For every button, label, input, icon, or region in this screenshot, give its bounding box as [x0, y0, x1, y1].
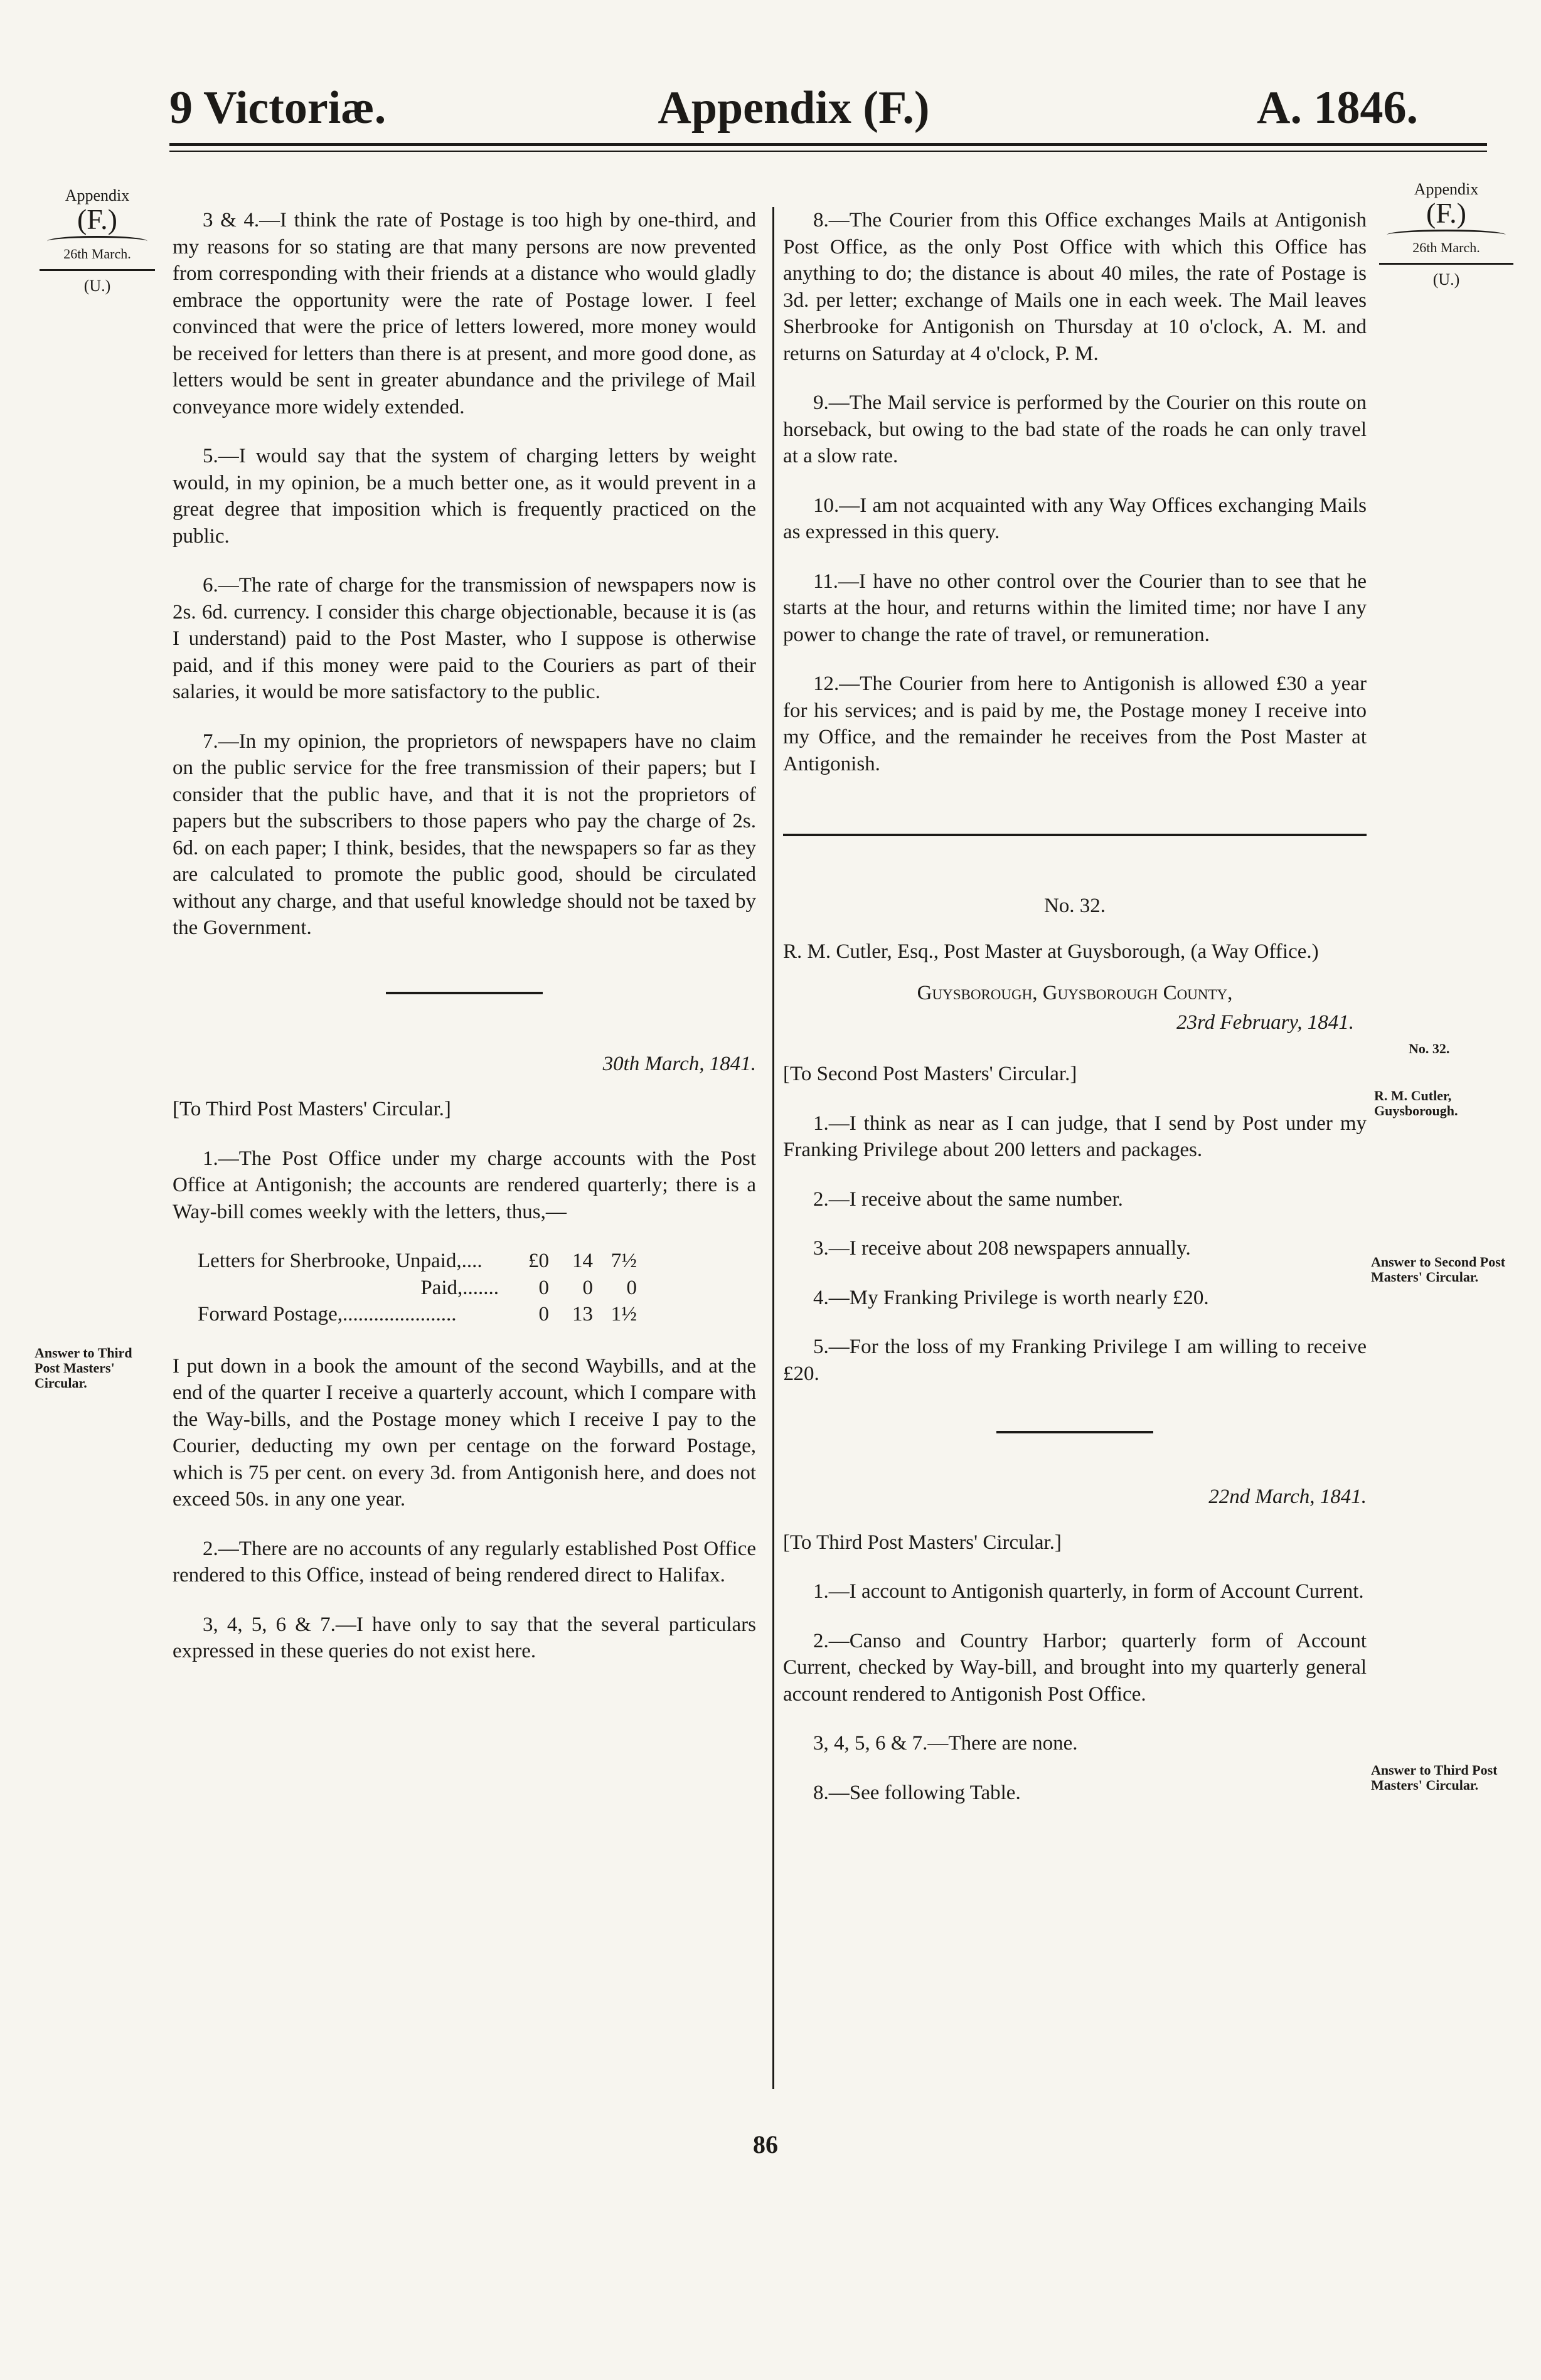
answer-1: 1.—The Post Office under my charge accounts with the Post Office at Antigonish; the accounts are rendered quarterly; there is a Way-bill comes weekly with the letters, thus,— [173, 1147, 756, 1223]
row-label: Paid,....... [420, 1276, 499, 1299]
section-divider [783, 834, 1367, 836]
answer-second-5: 5.—For the loss of my Franking Privilege I am willing to receive £20. [783, 1336, 1367, 1385]
margin-appendix-label: Appendix [1414, 180, 1479, 198]
left-margin-answer-note: Answer to Third Post Masters' Circular. [35, 1345, 132, 1391]
table-row [198, 1275, 637, 1302]
paragraph-10: 10.—I am not acquainted with any Way Offices exchanging Mails as expressed in this query. [783, 494, 1367, 543]
row-label: Letters for Sherbrooke, Unpaid,.... [198, 1250, 483, 1272]
table-row [198, 1248, 637, 1275]
answer-second-3: 3.—I receive about 208 newspapers annually. [813, 1237, 1191, 1260]
pence: 7½ [611, 1250, 637, 1272]
paragraph-9: 9.—The Mail service is performed by the Courier on this route on horseback, but owing to the bad state of the roads he can only travel at a slow rate. [783, 391, 1367, 467]
answer-third-2: 2.—Canso and Country Harbor; quarterly form of Account Current, checked by Way-bill, and brought into my quarterly general account rendered to Antigonish Post Office. [783, 1629, 1367, 1706]
right-margin-answer-second-note: Answer to Second Post Masters' Circular. [1371, 1254, 1506, 1285]
margin-brace [1387, 230, 1506, 240]
header-rule-thin [169, 151, 1487, 152]
addressee: R. M. Cutler, Esq., Post Master at Guysborough, (a Way Office.) [783, 940, 1319, 963]
answer-third-1: 1.—I account to Antigonish quarterly, in form of Account Current. [813, 1580, 1364, 1603]
margin-date: 26th March. [1412, 240, 1480, 255]
right-margin-name-note: R. M. Cutler, Guysborough. [1374, 1088, 1458, 1118]
paragraph-6: 6.—The rate of charge for the transmission of newspapers now is 2s. 6d. currency. I consider this charge objectionable, because it is (as I understand) paid to the Post Master, who I suppose is otherwise paid, and if this money were paid to the Couriers as part of their salaries, it would be more satisfactory to the public. [173, 574, 756, 703]
paragraph-3-4: 3 & 4.—I think the rate of Postage is too high by one-third, and my reasons for so stating are that many persons are now prevented from corresponding with their friends at a distance who would gladly embrace the opportunity were the rate of Postage lower. I feel convinced that were the price of letters lowered, more money would be received for letters than there is at present, and more good done, as letters would be sent in greater abundance and the privilege of Mail conveyance more widely extended. [173, 209, 756, 418]
answer-second-4: 4.—My Franking Privilege is worth nearly £20. [813, 1286, 1209, 1309]
place-line: Guysborough, Guysborough County, [917, 982, 1233, 1004]
answer-second-1: 1.—I think as near as I can judge, that I send by Post under my Franking Privilege about 200 letters and packages. [783, 1112, 1367, 1161]
margin-brace [47, 236, 147, 247]
circular-heading-third: [To Third Post Masters' Circular.] [783, 1531, 1062, 1554]
circular-heading: [To Third Post Masters' Circular.] [173, 1098, 451, 1120]
left-column [173, 207, 756, 1687]
shillings: 14 [572, 1250, 593, 1272]
letter-date-march: 22nd March, 1841. [1208, 1485, 1367, 1508]
margin-appendix-letter: (F.) [1426, 197, 1467, 229]
margin-divider [1379, 263, 1513, 265]
right-margin-answer-third-note: Answer to Third Post Masters' Circular. [1371, 1762, 1498, 1793]
margin-appendix-label: Appendix [65, 186, 130, 205]
pence: 1½ [611, 1303, 637, 1325]
answer-third-8: 8.—See following Table. [813, 1781, 1021, 1804]
letter-date-february: 23rd February, 1841. [1176, 1011, 1354, 1034]
header-rule-thick [169, 143, 1487, 146]
table-row [198, 1301, 637, 1328]
margin-divider [40, 269, 155, 271]
right-margin-appendix-note [1374, 182, 1518, 287]
column-divider [772, 207, 774, 2089]
paragraph-8: 8.—The Courier from this Office exchanges Mails at Antigonish Post Office, as the only Post Office with which this Office has anything to do; the distance is about 40 miles, the rate of Postage is 3d. per letter; exchange of Mails one in each week. The Mail leaves Sherbrooke for Antigonish on Thursday at 10 o'clock, A. M. and returns on Saturday at 4 o'clock, P. M. [783, 209, 1367, 365]
left-margin-appendix-note [35, 188, 160, 294]
paragraph-12: 12.—The Courier from here to Antigonish is allowed £30 a year for his services; and is paid by me, the Postage money I receive into my Office, and the remainder he receives from the Post Master at Antigonish. [783, 672, 1367, 775]
section-divider [996, 1431, 1153, 1433]
page-number: 86 [753, 2130, 778, 2159]
paragraph-11: 11.—I have no other control over the Courier than to see that he starts at the hour, and returns within the limited time; nor have I any power to change the rate of travel, or remuneration. [783, 570, 1367, 646]
section-divider [386, 992, 543, 994]
shillings: 13 [572, 1303, 593, 1325]
answer-1-continued: I put down in a book the amount of the second Waybills, and at the end of the quarter I receive a quarterly account, which I compare with the Way-bills, and the Postage money which I receive I pay to the Courier, deducting my own per centage on the forward Postage, which is 75 per cent. on every 3d. from Antigonish here, and does not exceed 50s. in any one year. [173, 1354, 756, 1511]
shillings: 0 [582, 1276, 593, 1299]
margin-appendix-letter: (F.) [77, 203, 118, 235]
pounds: 0 [538, 1303, 549, 1325]
margin-sub-letter: (U.) [1432, 270, 1460, 289]
header-appendix: Appendix (F.) [658, 82, 930, 134]
row-label: Forward Postage,...................... [198, 1303, 457, 1325]
circular-heading-second: [To Second Post Masters' Circular.] [783, 1063, 1077, 1085]
pounds: £0 [528, 1250, 549, 1272]
paragraph-5: 5.—I would say that the system of charging letters by weight would, in my opinion, be a much better one, as it would prevent in a great degree that imposition which is frequently practiced on the public. [173, 445, 756, 548]
answer-third-3-7: 3, 4, 5, 6 & 7.—There are none. [813, 1732, 1078, 1755]
header-session: 9 Victoriæ. [169, 82, 387, 134]
answer-2: 2.—There are no accounts of any regularly established Post Office rendered to this Office, instead of being rendered direct to Halifax. [173, 1537, 756, 1586]
margin-date: 26th March. [63, 246, 131, 262]
letter-date: 30th March, 1841. [602, 1052, 756, 1075]
right-column [783, 207, 1367, 1829]
right-margin-number-note: No. 32. [1409, 1041, 1450, 1056]
entry-number: No. 32. [1043, 895, 1106, 917]
answer-3-7: 3, 4, 5, 6 & 7.—I have only to say that the several particulars expressed in these queries do not exist here. [173, 1613, 756, 1662]
pence: 0 [626, 1276, 637, 1299]
header-year: A. 1846. [1257, 82, 1418, 134]
answer-second-2: 2.—I receive about the same number. [813, 1187, 1123, 1211]
pounds: 0 [538, 1276, 549, 1299]
paragraph-7: 7.—In my opinion, the proprietors of newspapers have no claim on the public service for the free transmission of their papers; but I consider that the public have, and that it is not the proprietors of papers but the subscribers to those papers who pay the charge of 2s. 6d. on each paper; I think, besides, that the newspapers so far as they are calculated to promote the public good, should be circulated without any charge, and that useful knowledge should not be taxed by the Government. [173, 730, 756, 939]
way-bill-table [198, 1248, 637, 1328]
margin-sub-letter: (U.) [83, 277, 111, 295]
running-header [169, 82, 1418, 144]
